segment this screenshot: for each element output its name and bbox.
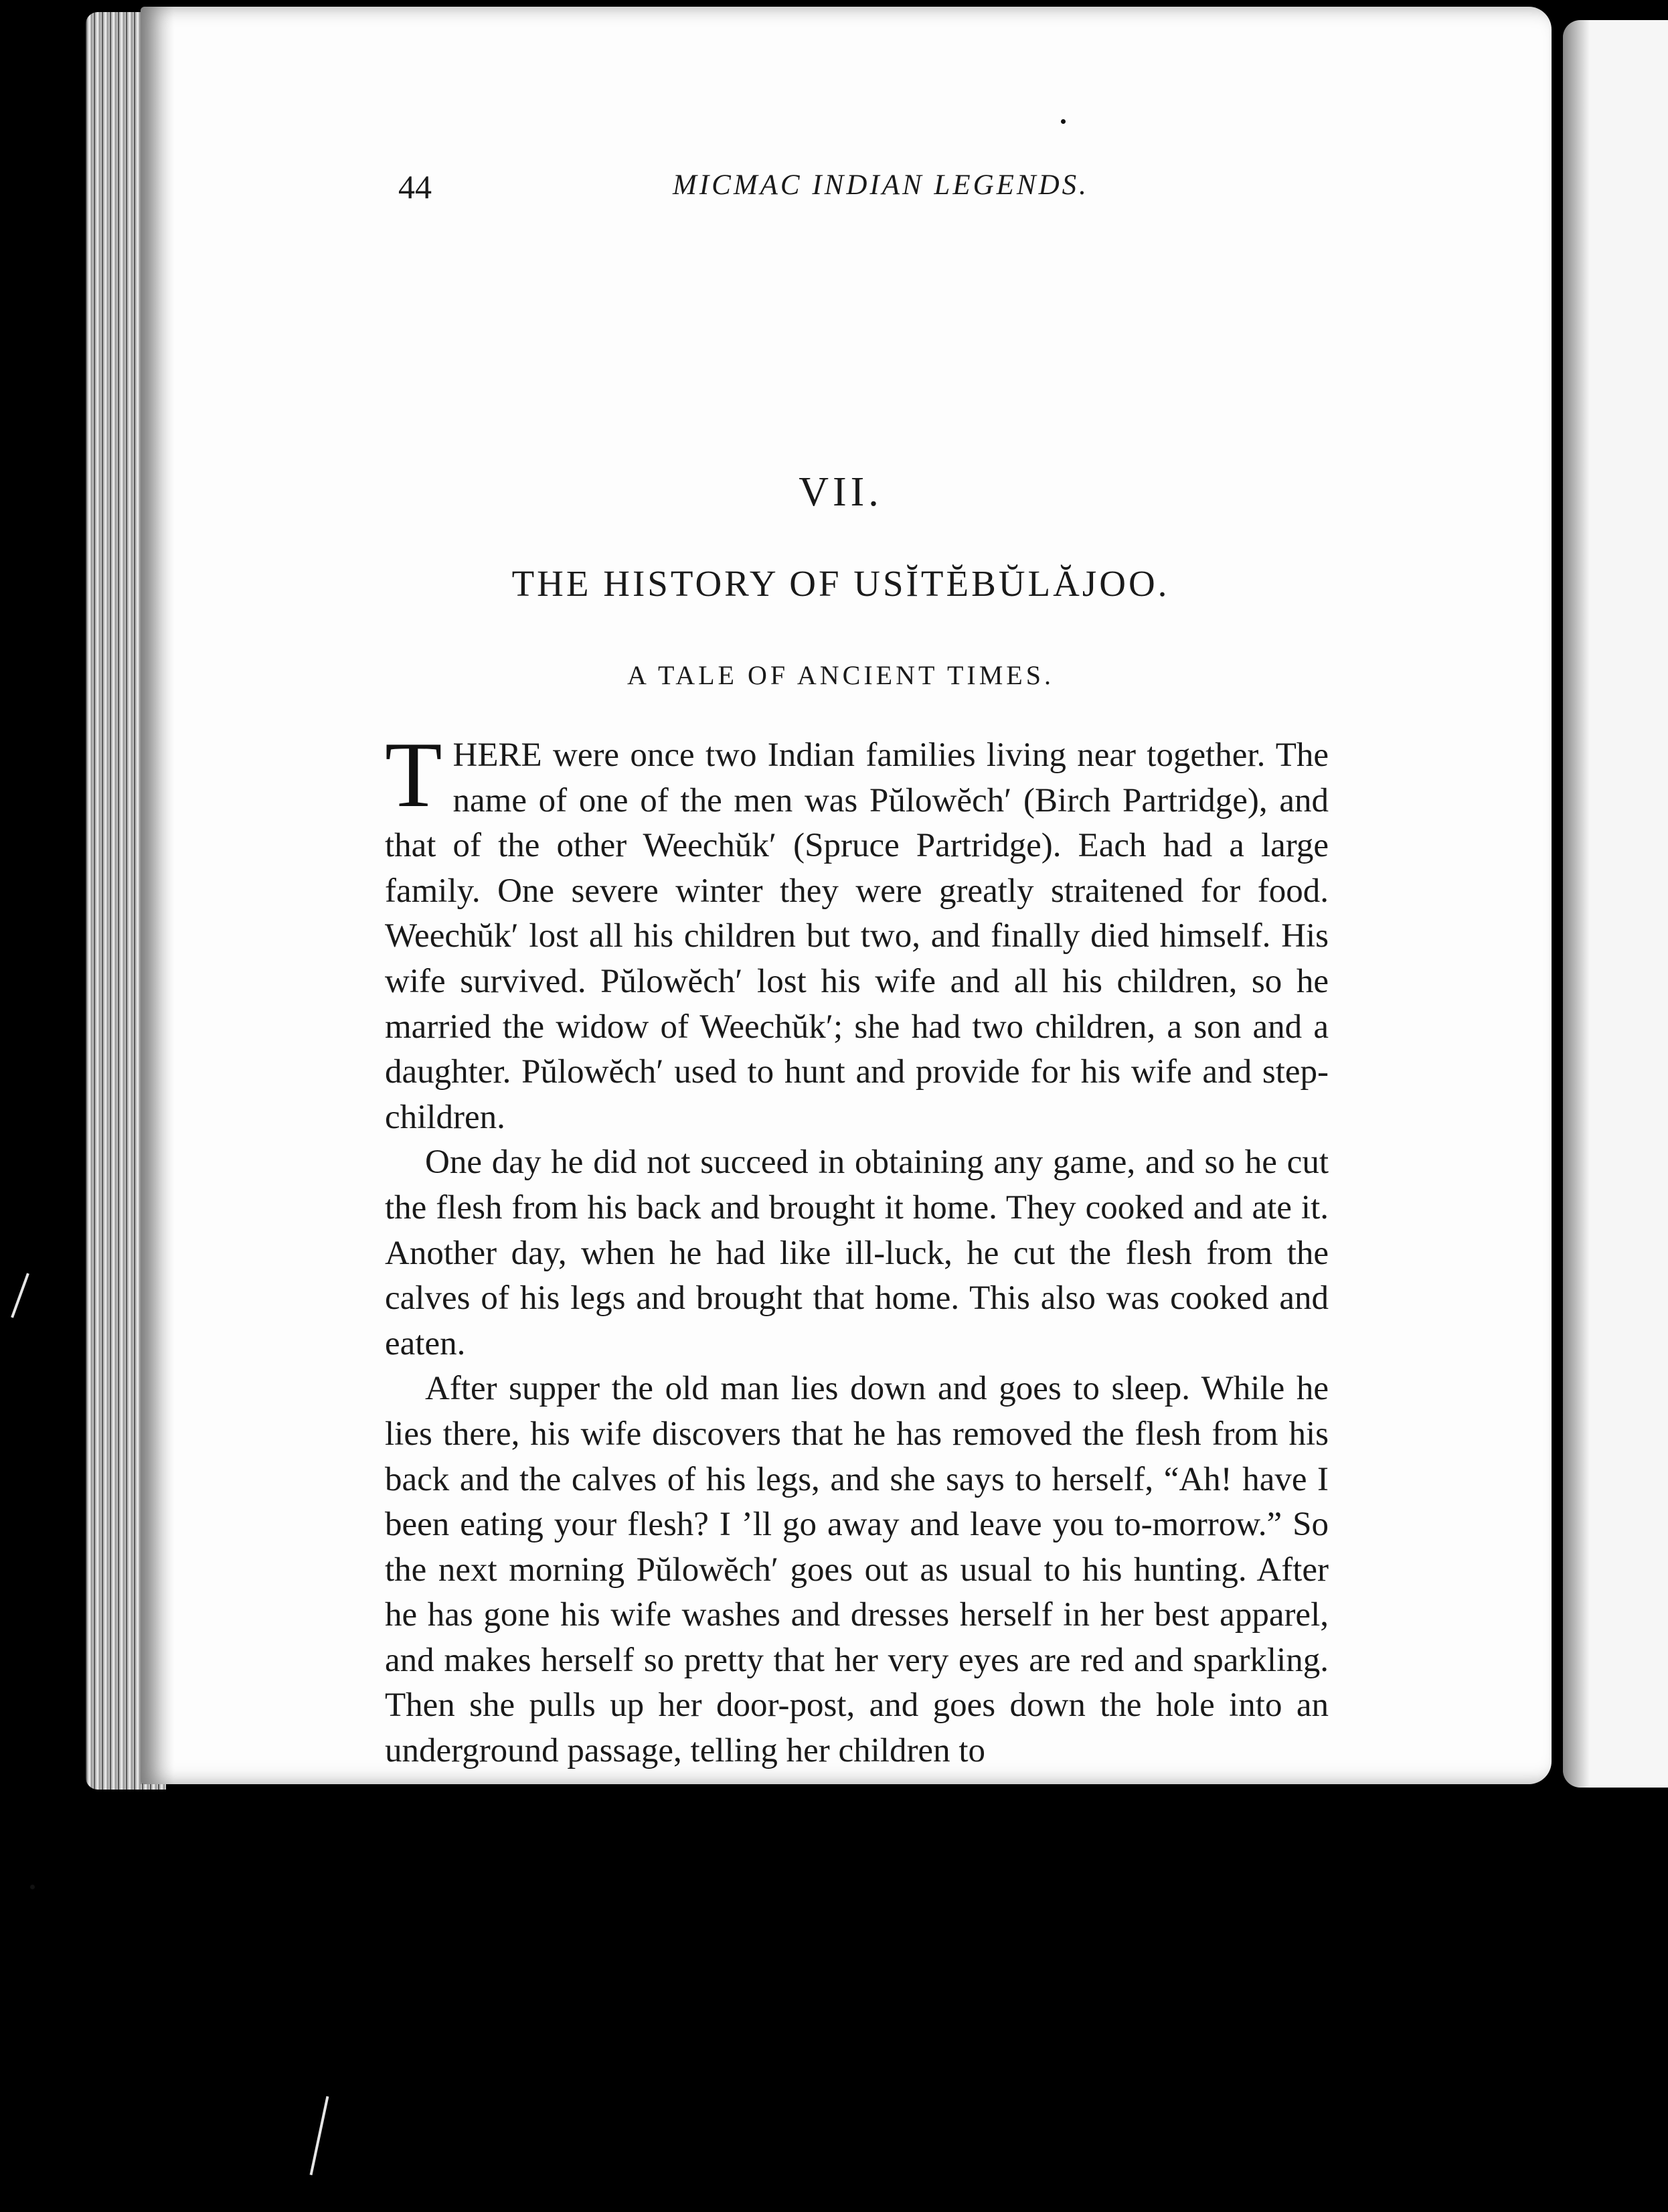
paragraph-2: One day he did not succeed in obtaining any game, and so he cut the flesh from his back and brought it home. They cooked and ate it. Another day, when he had like ill-luck, he cut the flesh from the calves of his legs and brought that home. This also was cooked and eaten.: [385, 1143, 1329, 1362]
ink-speck: [30, 1885, 35, 1889]
facing-page-shade: [1563, 20, 1590, 1788]
running-head: MICMAC INDIAN LEGENDS.: [673, 169, 1089, 201]
paragraph-1: [385, 723, 1329, 1140]
page-header: [398, 167, 1101, 221]
ink-speck: [1061, 119, 1066, 124]
drop-cap: T: [385, 723, 442, 827]
scan-scratch: [310, 2096, 329, 2175]
chapter-title: THE HISTORY OF USĬTĔBŬLĂJOO.: [511, 563, 1170, 604]
page-number: 44: [398, 168, 432, 206]
paragraph-1-text: HERE were once two Indian families living near together. The name of one of the men was Pŭlowĕch′ (Birch Partridge), and that of the other Weechŭk′ (Spruce Partridge). Each had a large family. One severe winter they were greatly straitened for food. Weechŭk′ lost all his children but two, and finally died himself. His wife survived. Pŭlowĕch′ lost his wife and all his children, so he married the widow of Weechŭk′; she had two children, a son and a daughter. Pŭlowĕch′ used to hunt and provide for his wife and step-children.: [385, 736, 1329, 1136]
facing-page-edge: [1563, 20, 1668, 1788]
spine-shadow: [141, 7, 174, 1784]
chapter-number: VII.: [799, 469, 883, 515]
body-text: [385, 723, 1329, 1774]
chapter-subtitle: A TALE OF ANCIENT TIMES.: [627, 660, 1054, 690]
paragraph-3: After supper the old man lies down and goes to sleep. While he lies there, his wife discovers that he has removed the flesh from his back and the calves of his legs, and she says to herself, “Ah! have I been eating your flesh? I ’ll go away and leave you to-morrow.” So the next morning Pŭlowĕch′ goes out as usual to his hunting. After he has gone his wife washes and dresses herself in her best apparel, and makes herself so pretty that her very eyes are red and sparkling. Then she pulls up her door-post, and goes down the hole into an underground passage, telling her children to: [385, 1370, 1329, 1770]
scan-scratch: [11, 1273, 29, 1318]
